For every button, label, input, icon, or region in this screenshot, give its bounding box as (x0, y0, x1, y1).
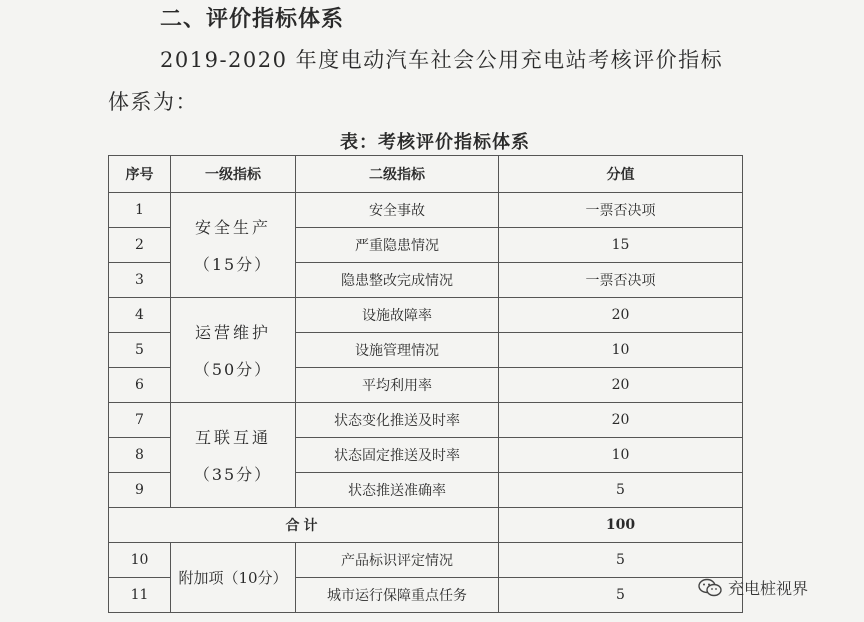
table-header-row (109, 156, 743, 193)
col-header-score: 分值 (499, 156, 743, 193)
total-value: 100 (499, 508, 743, 543)
score-cell: 5 (499, 473, 743, 508)
watermark (698, 576, 808, 599)
row-number: 2 (109, 228, 171, 263)
table-row (109, 403, 743, 438)
tier1-name: 安全生产 (194, 218, 271, 237)
tier1-points: （50分） (193, 360, 273, 379)
score-cell: 20 (499, 368, 743, 403)
table-row (109, 543, 743, 578)
tier1-group-safety (171, 193, 296, 298)
table-total-row (109, 508, 743, 543)
row-number: 5 (109, 333, 171, 368)
tier2-indicator: 设施故障率 (296, 298, 499, 333)
row-number: 11 (109, 578, 171, 613)
row-number: 8 (109, 438, 171, 473)
score-cell: 10 (499, 333, 743, 368)
section-heading: 二、评价指标体系 (160, 7, 345, 32)
score-cell: 5 (499, 543, 743, 578)
tier2-indicator: 状态变化推送及时率 (296, 403, 499, 438)
tier1-group-interconnection (171, 403, 296, 508)
tier2-indicator: 设施管理情况 (296, 333, 499, 368)
row-number: 3 (109, 263, 171, 298)
score-cell: 20 (499, 298, 743, 333)
watermark-text: 充电桩视界 (728, 579, 809, 598)
row-number: 4 (109, 298, 171, 333)
tier2-indicator: 城市运行保障重点任务 (296, 578, 499, 613)
score-cell: 5 (499, 578, 743, 613)
tier2-indicator: 隐患整改完成情况 (296, 263, 499, 298)
tier2-indicator: 状态固定推送及时率 (296, 438, 499, 473)
paragraph-line-2: 体系为： (108, 90, 198, 114)
row-number: 7 (109, 403, 171, 438)
score-cell: 一票否决项 (499, 193, 743, 228)
total-label: 合计 (109, 508, 499, 543)
tier1-points: （15分） (193, 255, 273, 274)
tier2-indicator: 平均利用率 (296, 368, 499, 403)
col-header-no: 序号 (109, 156, 171, 193)
score-cell: 20 (499, 403, 743, 438)
row-number: 6 (109, 368, 171, 403)
wechat-icon (698, 578, 722, 598)
tier1-points: （35分） (193, 465, 273, 484)
tier2-indicator: 安全事故 (296, 193, 499, 228)
row-number: 1 (109, 193, 171, 228)
tier2-indicator: 严重隐患情况 (296, 228, 499, 263)
tier2-indicator: 状态推送准确率 (296, 473, 499, 508)
tier1-name: 运营维护 (194, 323, 271, 342)
tier1-name: 互联互通 (194, 428, 271, 447)
row-number: 9 (109, 473, 171, 508)
tier1-group-additional: 附加项（10分） (171, 543, 296, 613)
score-cell: 10 (499, 438, 743, 473)
row-number: 10 (109, 543, 171, 578)
score-cell: 15 (499, 228, 743, 263)
col-header-tier1: 一级指标 (171, 156, 296, 193)
tier2-indicator: 产品标识评定情况 (296, 543, 499, 578)
evaluation-table (108, 155, 743, 613)
score-cell: 一票否决项 (499, 263, 743, 298)
paragraph-line-1: 2019-2020 年度电动汽车社会公用充电站考核评价指标 (160, 48, 724, 72)
col-header-tier2: 二级指标 (296, 156, 499, 193)
table-row (109, 298, 743, 333)
table-row (109, 193, 743, 228)
tier1-group-operations (171, 298, 296, 403)
table-caption: 表：考核评价指标体系 (340, 132, 530, 153)
